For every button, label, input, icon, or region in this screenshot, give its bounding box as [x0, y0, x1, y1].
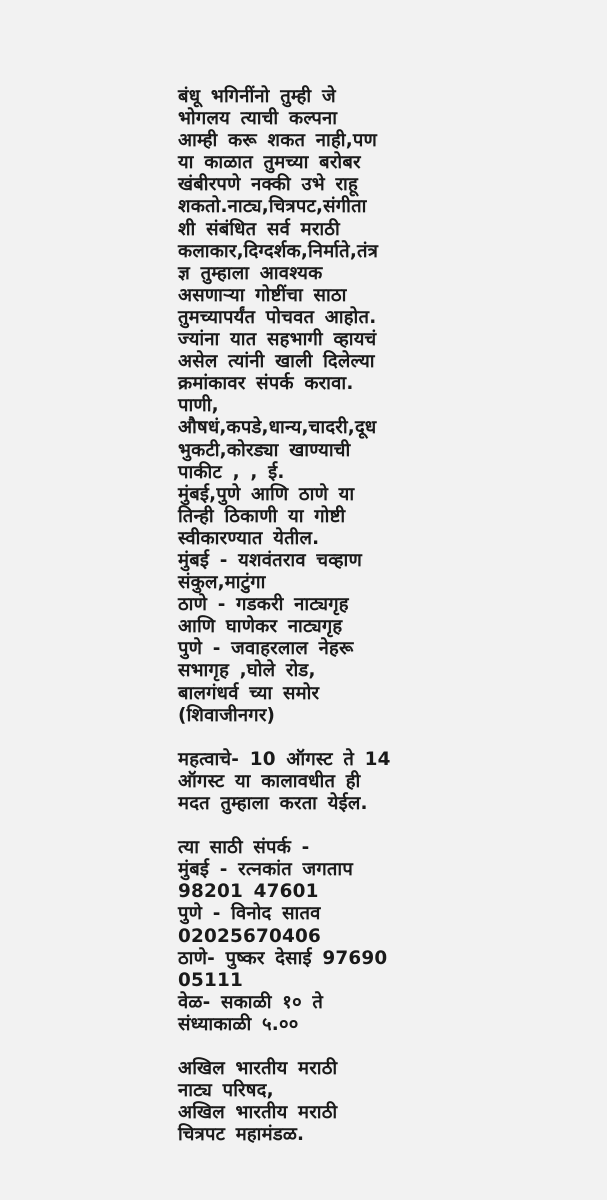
text-line: ज्ञ तुम्हाला आवश्यक — [178, 262, 323, 284]
text-line: चित्रपट महामंडळ. — [178, 1124, 305, 1146]
text-line: महत्वाचे- 10 ऑगस्ट ते 14 — [178, 748, 391, 770]
text-line: क्रमांकावर संपर्क करावा. — [178, 373, 354, 395]
appeal-paragraph — [178, 86, 607, 727]
text-line: भुकटी,कोरड्या खाण्याची — [178, 439, 351, 461]
text-line: संकुल,माटुंगा — [178, 572, 266, 594]
text-line: त्या साठी संपर्क - — [178, 837, 310, 859]
text-line: ज्यांना यात सहभागी व्हायचं — [178, 329, 377, 351]
text-line: ठाणे - गडकरी नाट्यगृह — [178, 594, 349, 616]
text-line: वेळ- सकाळी १० ते — [178, 991, 324, 1013]
text-line: पुणे - विनोद सातव — [178, 903, 321, 925]
text-line: बालगंधर्व च्या समोर — [178, 682, 320, 704]
text-line: संध्याकाळी ५.०० — [178, 1013, 299, 1035]
text-line: मदत तुम्हाला करता येईल. — [178, 793, 368, 814]
text-line: नाट्य परिषद, — [178, 1080, 274, 1102]
text-line: 02025670406 — [178, 925, 321, 947]
text-line: आणि घाणेकर नाट्यगृह — [178, 616, 343, 638]
text-line: 05111 — [178, 969, 243, 991]
text-line: पाणी, — [178, 395, 219, 417]
text-line: शकतो.नाट्य,चित्रपट,संगीता — [178, 196, 367, 218]
text-line: (शिवाजीनगर) — [178, 704, 276, 726]
text-line: मुंबई,पुणे आणि ठाणे या — [178, 483, 355, 505]
paragraph-gap — [178, 815, 607, 837]
text-line: पुणे - जवाहरलाल नेहरू — [178, 638, 354, 660]
text-line: शी संबंधित सर्व मराठी — [178, 218, 340, 240]
signature-paragraph — [178, 1058, 607, 1146]
dates-paragraph — [178, 749, 607, 815]
contacts-paragraph — [178, 837, 607, 1036]
text-line: असेल त्यांनी खाली दिलेल्या — [178, 351, 375, 373]
text-line: ऑगस्ट या कालावधीत ही — [178, 770, 361, 792]
paragraph-gap — [178, 727, 607, 749]
text-line: 98201 47601 — [178, 881, 319, 903]
notice-text — [178, 86, 607, 1147]
text-line: मुंबई - यशवंतराव चव्हाण — [178, 549, 362, 571]
text-line: खंबीरपणे नक्की उभे राहू — [178, 174, 358, 196]
paragraph-gap — [178, 1036, 607, 1058]
text-line: ठाणे- पुष्कर देसाई 97690 — [178, 947, 388, 969]
text-line: सभागृह ,घोले रोड, — [178, 660, 316, 682]
text-line: तुमच्यापर्यंत पोचवत आहोत. — [178, 306, 377, 328]
text-line: तिन्ही ठिकाणी या गोष्टी — [178, 505, 346, 527]
text-line: कलाकार,दिग्दर्शक,निर्माते,तंत्र — [178, 240, 379, 262]
text-line: स्वीकारण्यात येतील. — [178, 527, 320, 549]
text-line: औषधं,कपडे,धान्य,चादरी,दूध — [178, 417, 377, 439]
text-line: पाकीट , , ई. — [178, 461, 285, 483]
text-line: भोगलय त्याची कल्पना — [178, 108, 338, 130]
text-line: अखिल भारतीय मराठी — [178, 1102, 338, 1124]
text-line: या काळात तुमच्या बरोबर — [178, 152, 361, 174]
text-line: बंधू भगिनींनो तुम्ही जे — [178, 86, 336, 107]
text-line: अखिल भारतीय मराठी — [178, 1058, 338, 1080]
text-line: आम्ही करू शकत नाही,पण — [178, 130, 378, 152]
text-line: असणाऱ्या गोष्टींचा साठा — [178, 284, 347, 306]
text-line: मुंबई - रत्नकांत जगताप — [178, 859, 354, 881]
